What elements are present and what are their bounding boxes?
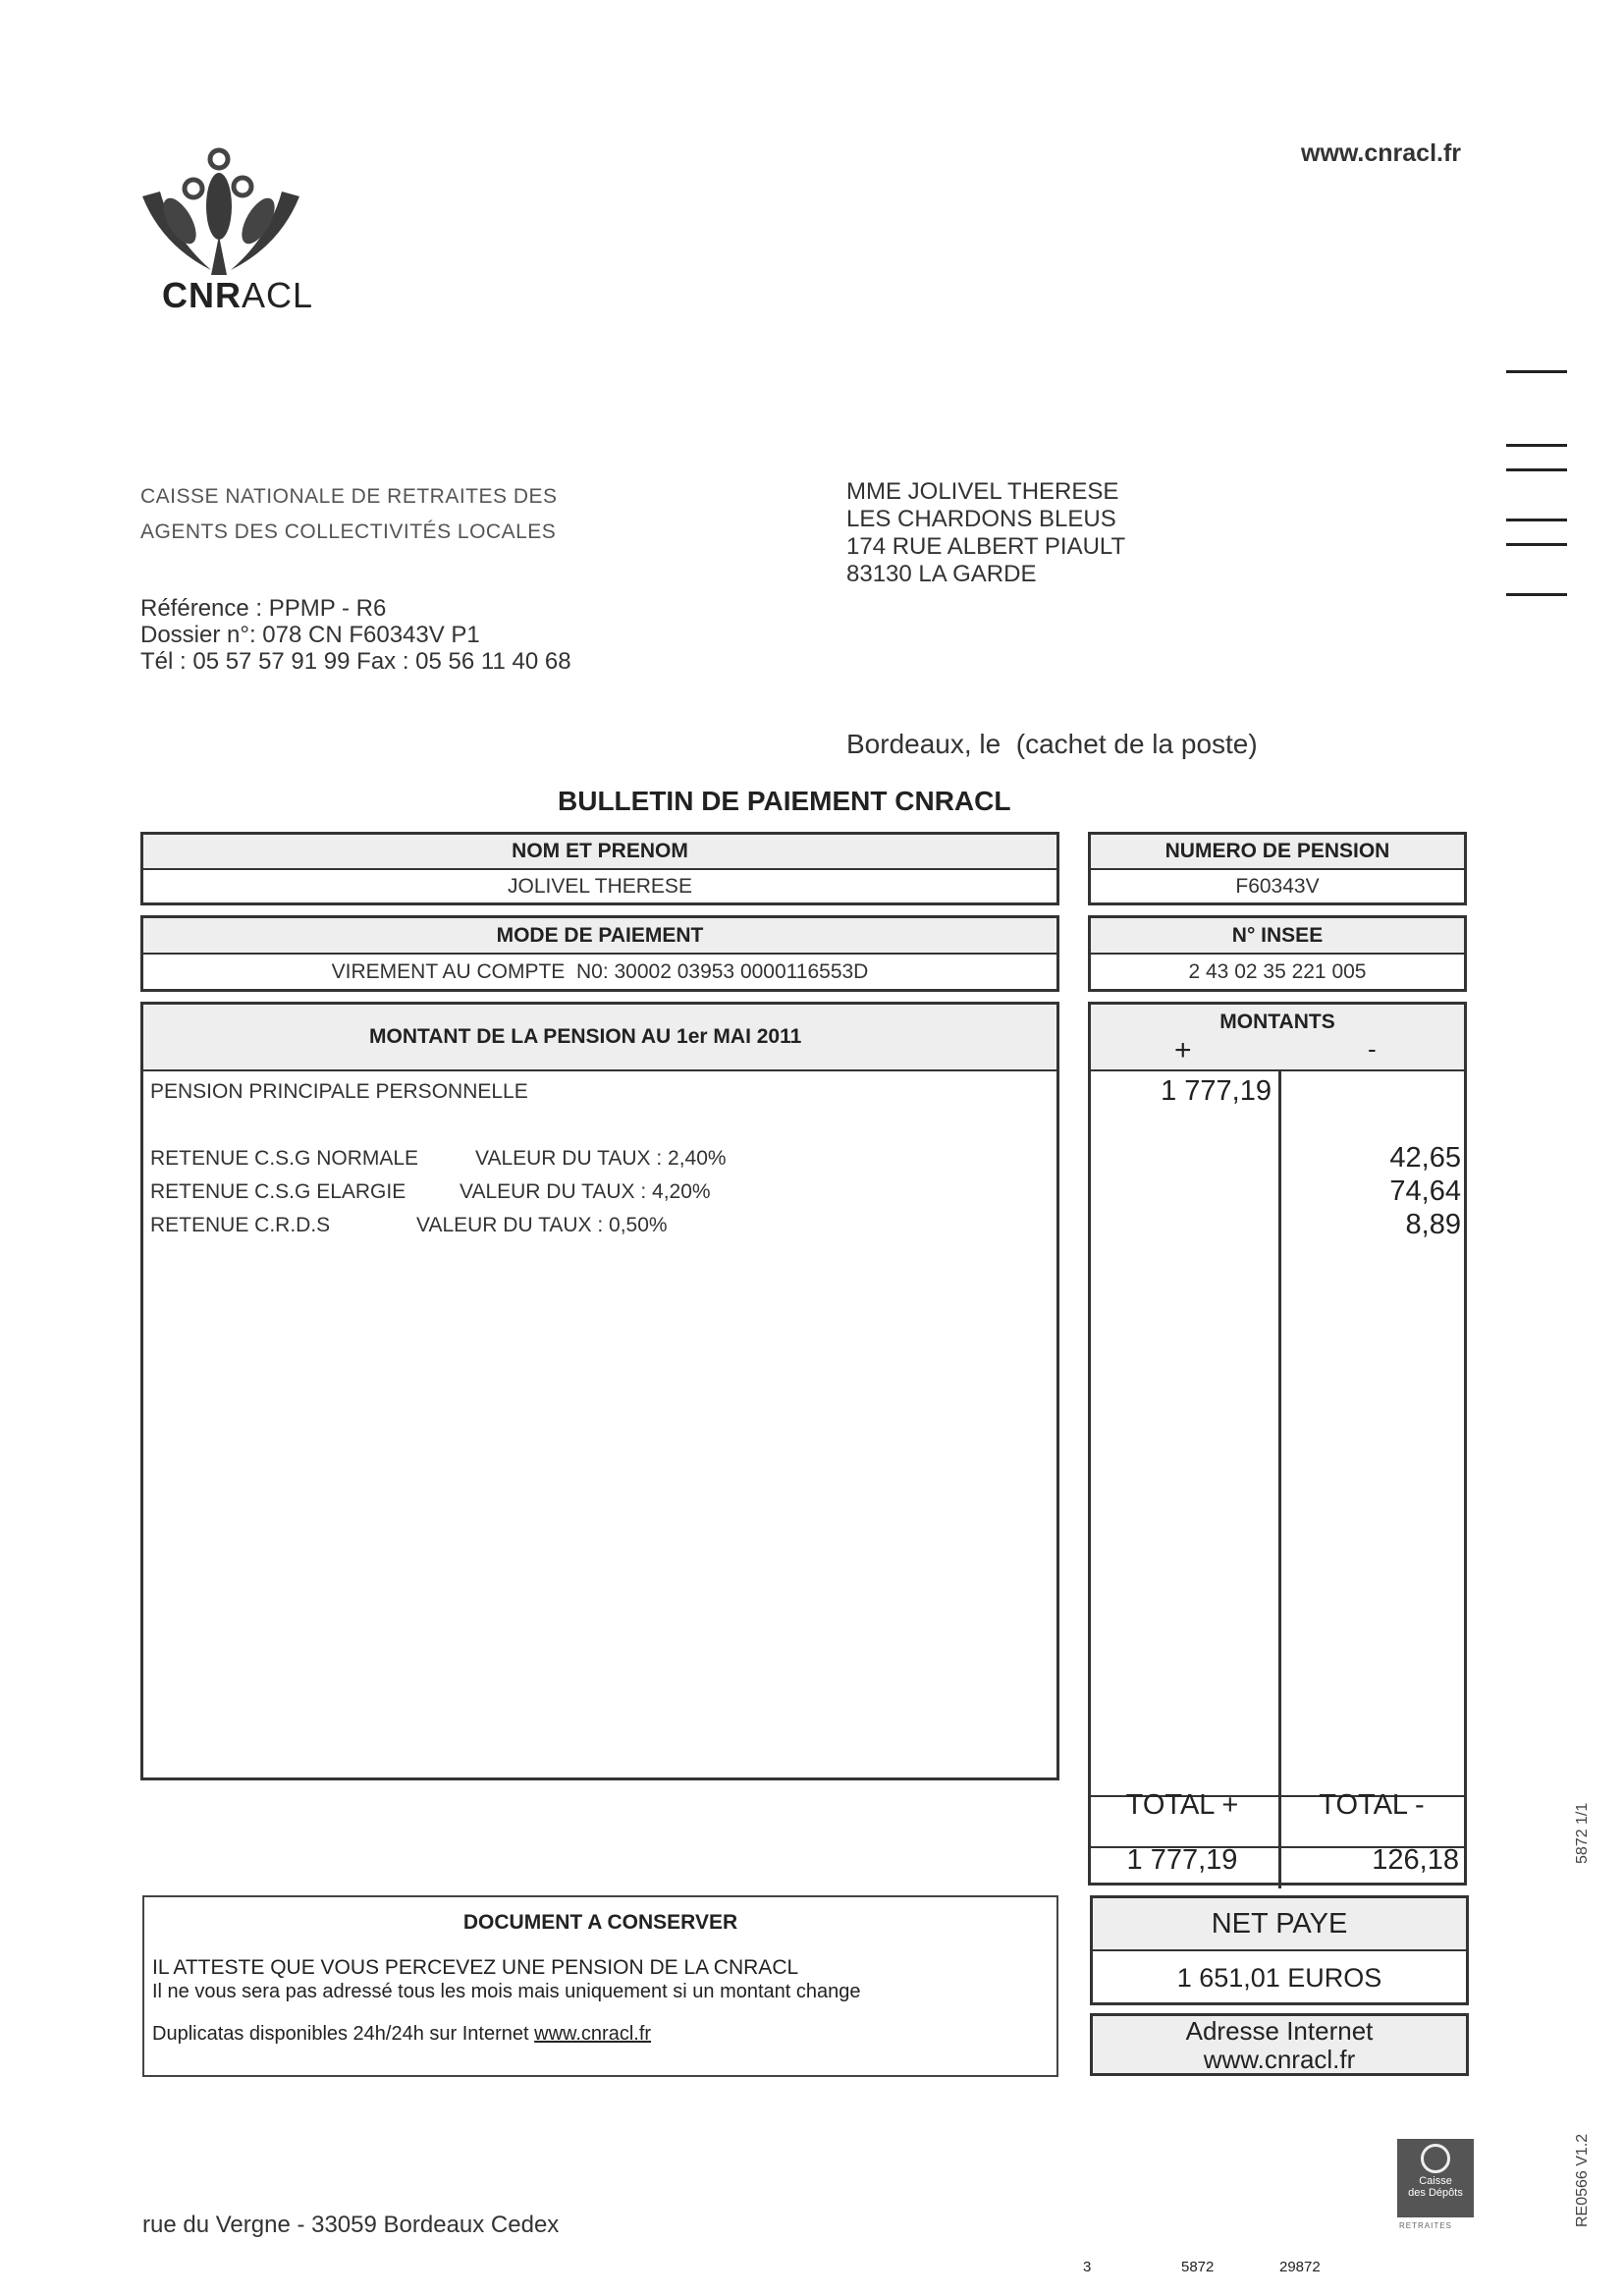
cnracl-logo	[133, 137, 314, 324]
numero-value: F60343V	[1235, 875, 1320, 898]
montant-header: MONTANT DE LA PENSION AU 1er MAI 2011	[143, 1005, 1056, 1071]
pension-plus-value: 1 777,19	[1161, 1075, 1272, 1107]
logo-text-light: ACL	[242, 275, 314, 315]
mode-box	[140, 915, 1059, 992]
insee-label: N° INSEE	[1091, 918, 1464, 955]
nom-box	[140, 832, 1059, 905]
nom-label: NOM ET PRENOM	[143, 835, 1056, 870]
total-plus-label: TOTAL +	[1125, 1789, 1239, 1821]
footer-code-b: 5872	[1181, 2259, 1215, 2275]
recipient-line2: LES CHARDONS BLEUS	[846, 506, 1116, 532]
line-crds-rate: VALEUR DU TAUX : 0,50%	[416, 1214, 668, 1236]
recipient-line3: 174 RUE ALBERT PIAULT	[846, 533, 1126, 560]
mode-value: VIREMENT AU COMPTE N0: 30002 03953 0000116553D	[331, 960, 869, 983]
crds-minus-value: 8,89	[1405, 1209, 1461, 1240]
total-minus-value: 126,18	[1372, 1844, 1459, 1876]
date-line: Bordeaux, le (cachet de la poste)	[846, 729, 1258, 759]
footer-code-c: 29872	[1279, 2259, 1321, 2275]
recipient-line4: 83130 LA GARDE	[846, 561, 1037, 587]
net-value: 1 651,01 EUROS	[1176, 1963, 1382, 1993]
margin-mark	[1506, 519, 1567, 521]
footer-code-a: 3	[1083, 2259, 1092, 2275]
conserver-title: DOCUMENT A CONSERVER	[462, 1911, 738, 1934]
sender-name	[140, 479, 558, 550]
minus-sign: -	[1368, 1034, 1377, 1064]
conserver-box	[142, 1895, 1058, 2077]
line-pension-label: PENSION PRINCIPALE PERSONNELLE	[150, 1080, 528, 1103]
plus-sign: +	[1174, 1034, 1192, 1066]
line-csg-elargie-label: RETENUE C.S.G ELARGIE	[150, 1180, 406, 1203]
sender-line2: AGENTS DES COLLECTIVITÉS LOCALES	[140, 520, 557, 543]
reference: Référence : PPMP - R6	[140, 595, 387, 622]
csg-normale-minus-value: 42,65	[1389, 1142, 1461, 1174]
duplicatas-text: Duplicatas disponibles 24h/24h sur Internet	[152, 2023, 535, 2045]
footer-address: rue du Vergne - 33059 Bordeaux Cedex	[142, 2212, 560, 2238]
header-website[interactable]: www.cnracl.fr	[1301, 139, 1462, 167]
cdc-retraites: RETRAITES	[1399, 2221, 1452, 2230]
internet-label: Adresse Internet	[1185, 2016, 1374, 2046]
nom-value: JOLIVEL THERESE	[508, 875, 692, 898]
line-crds-label: RETENUE C.R.D.S	[150, 1214, 331, 1236]
margin-mark	[1506, 370, 1567, 373]
net-box	[1090, 1895, 1469, 2005]
recipient-address	[846, 478, 1125, 588]
insee-value: 2 43 02 35 221 005	[1188, 960, 1367, 983]
cdc-line2: des Dépôts	[1408, 2187, 1463, 2199]
conserver-line2: Il ne vous sera pas adressé tous les mois mais uniquement si un montant change	[152, 1981, 861, 2002]
mode-label: MODE DE PAIEMENT	[143, 918, 1056, 955]
phone-fax: Tél : 05 57 57 91 99 Fax : 05 56 11 40 68	[140, 648, 571, 675]
line-csg-normale-label: RETENUE C.S.G NORMALE	[150, 1147, 419, 1170]
cnracl-logo-icon	[133, 137, 309, 285]
internet-url[interactable]: www.cnracl.fr	[1203, 2045, 1356, 2074]
numero-box	[1088, 832, 1467, 905]
side-page-code: 5872 1/1	[1574, 1802, 1591, 1864]
line-csg-elargie-rate: VALEUR DU TAUX : 4,20%	[460, 1180, 711, 1203]
conserver-line1: IL ATTESTE QUE VOUS PERCEVEZ UNE PENSION DE LA CNRACL	[152, 1956, 799, 1979]
cdc-emblem-icon	[1421, 2144, 1450, 2173]
cdc-logo	[1397, 2139, 1474, 2217]
margin-mark	[1506, 468, 1567, 471]
margin-mark	[1506, 543, 1567, 546]
recipient-line1: MME JOLIVEL THERESE	[846, 478, 1119, 505]
line-csg-normale-rate: VALEUR DU TAUX : 2,40%	[475, 1147, 727, 1170]
duplicatas-link[interactable]: www.cnracl.fr	[534, 2023, 652, 2045]
numero-label: NUMERO DE PENSION	[1091, 835, 1464, 870]
dossier-number: Dossier n°: 078 CN F60343V P1	[140, 622, 480, 648]
logo-text-bold: CNR	[162, 275, 242, 315]
margin-mark	[1506, 444, 1567, 447]
total-plus-value: 1 777,19	[1126, 1844, 1238, 1876]
internet-box	[1090, 2013, 1469, 2076]
page-title: BULLETIN DE PAIEMENT CNRACL	[558, 786, 1011, 816]
margin-mark	[1506, 593, 1567, 596]
montants-header	[1091, 1005, 1464, 1071]
pension-table	[140, 1002, 1059, 1780]
sender-reference	[140, 595, 571, 675]
sender-line1: CAISSE NATIONALE DE RETRAITES DES	[140, 485, 558, 508]
csg-elargie-minus-value: 74,64	[1389, 1175, 1461, 1207]
side-form-code: RE0566 V1.2	[1574, 2133, 1591, 2227]
net-label: NET PAYE	[1093, 1898, 1466, 1951]
montants-table	[1088, 1002, 1467, 1886]
total-minus-label: TOTAL -	[1319, 1789, 1425, 1821]
montants-label: MONTANTS	[1219, 1011, 1335, 1033]
cdc-line1: Caisse	[1419, 2175, 1452, 2187]
insee-box	[1088, 915, 1467, 992]
